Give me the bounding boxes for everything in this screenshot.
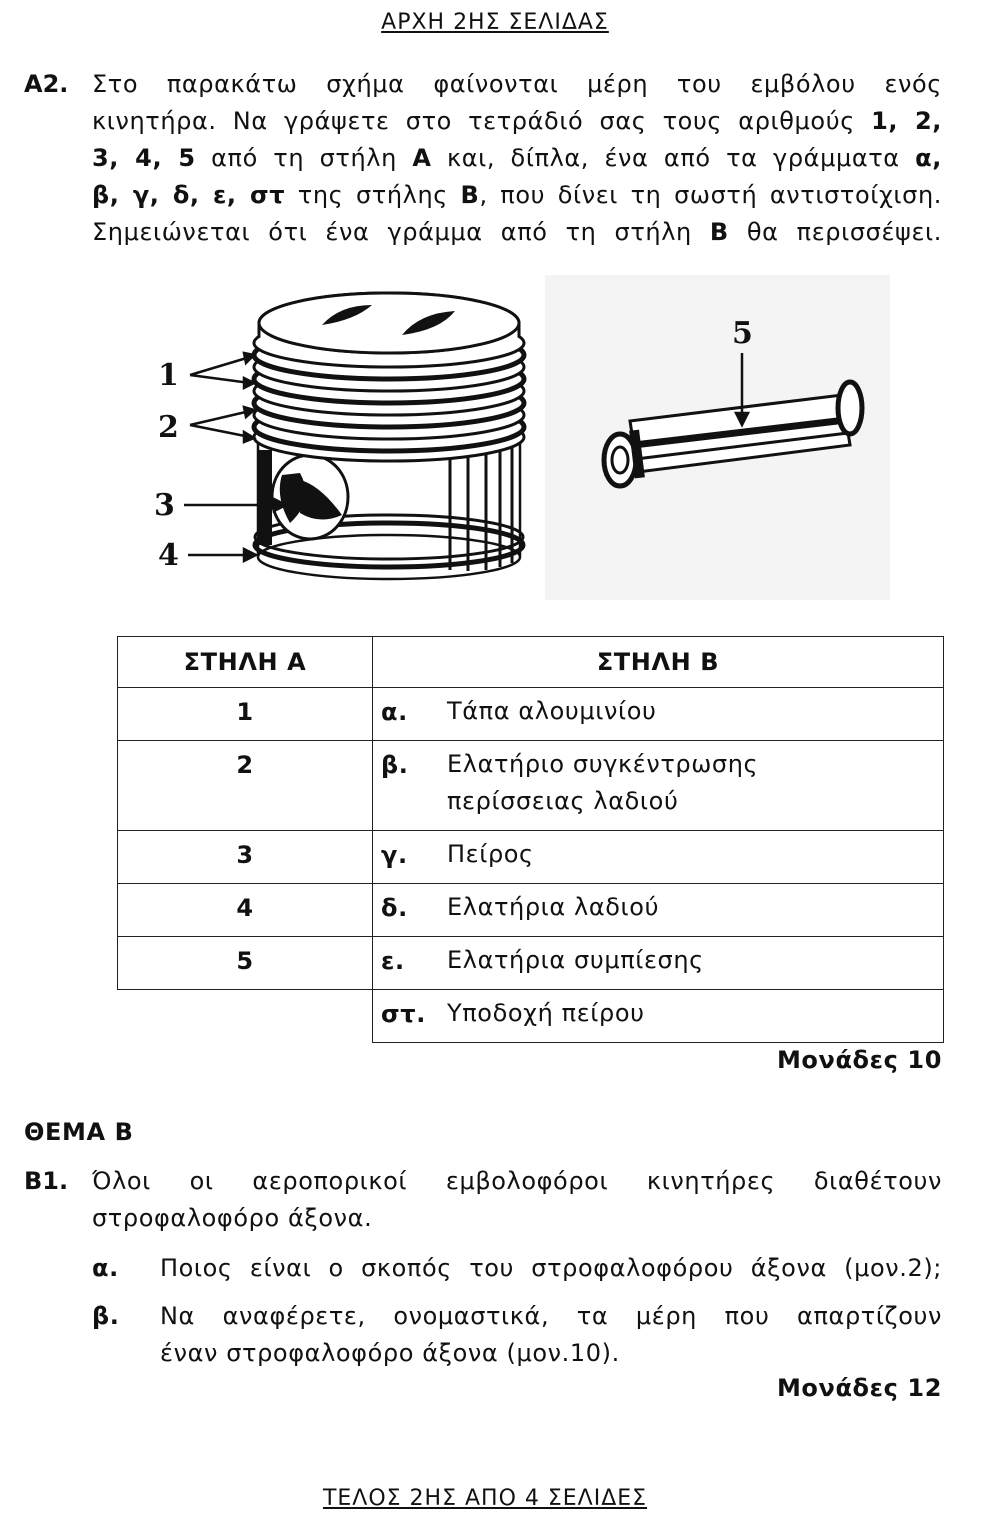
a2-text-run: της στήλης xyxy=(285,181,461,209)
page-header: ΑΡΧΗ 2ΗΣ ΣΕΛΙΔΑΣ xyxy=(381,10,609,35)
section-title-theme-b: ΘΕΜΑ Β xyxy=(24,1118,134,1146)
subquestion-text: Ποιος είναι ο σκοπός του στροφαλοφόρου άξονα (μον.2); xyxy=(160,1254,942,1282)
column-a-header: ΣΤΗΛΗ Α xyxy=(118,637,373,688)
figure-label-2: 2 xyxy=(158,410,179,445)
option-letter: ε. xyxy=(381,947,405,975)
option-letter: δ. xyxy=(381,894,408,922)
question-b1-text xyxy=(92,1163,942,1237)
table-header-row xyxy=(118,637,944,688)
table-row xyxy=(118,831,944,884)
a2-bold-run: Α xyxy=(412,144,432,172)
column-b-cell xyxy=(373,990,944,1043)
a2-bold-run: 3, 4, 5 xyxy=(92,144,196,172)
table-row xyxy=(118,884,944,937)
b1-line-2: στροφαλοφόρο άξονα. xyxy=(92,1204,373,1232)
subquestion-letter: β. xyxy=(92,1302,120,1330)
column-a-cell: 5 xyxy=(118,937,373,990)
option-letter: α. xyxy=(381,698,408,726)
a2-text-run: Στο παρακάτω σχήμα φαίνονται μέρη του εμβόλου ενός xyxy=(92,70,942,98)
figure-label-5: 5 xyxy=(732,316,753,351)
question-a2-text xyxy=(92,66,942,251)
table-row xyxy=(118,688,944,741)
option-letter: στ. xyxy=(381,1000,426,1028)
a2-line-5 xyxy=(92,214,942,251)
b1-subquestion-a xyxy=(92,1250,942,1287)
a2-line-1 xyxy=(92,66,942,103)
subquestion-letter: α. xyxy=(92,1254,119,1282)
a2-text-run: κινητήρα. Να γράψετε στο τετράδιό σας τους αριθμούς xyxy=(92,107,872,135)
column-a-cell: 1 xyxy=(118,688,373,741)
subquestion-text-line-2: έναν στροφαλοφόρο άξονα (μον.10). xyxy=(160,1339,620,1367)
figure-label-1: 1 xyxy=(158,358,179,393)
a2-line-2 xyxy=(92,103,942,140)
option-text: Πείρος xyxy=(447,840,534,868)
option-text: Ελατήριο συγκέντρωσης περίσσειας λαδιού xyxy=(447,750,759,815)
column-b-cell xyxy=(373,741,944,831)
option-letter: β. xyxy=(381,751,409,779)
question-number-a2: Α2. xyxy=(24,70,69,98)
a2-bold-run: β, γ, δ, ε, στ xyxy=(92,181,286,209)
a2-text-run: , που δίνει τη σωστή αντιστοίχιση. xyxy=(479,181,942,209)
column-b-cell xyxy=(373,688,944,741)
option-text: Ελατήρια συμπίεσης xyxy=(447,946,704,974)
page-footer: ΤΕΛΟΣ 2ΗΣ ΑΠΟ 4 ΣΕΛΙΔΕΣ xyxy=(322,1486,648,1511)
b1-subquestion-b xyxy=(92,1298,942,1372)
table-row xyxy=(118,990,944,1043)
column-b-cell xyxy=(373,937,944,990)
b1-line-1: Όλοι οι αεροπορικοί εμβολοφόροι κινητήρες διαθέτουν xyxy=(92,1167,942,1195)
a2-bold-run: Β xyxy=(709,218,729,246)
a2-text-run: και, δίπλα, ένα από τα γράμματα xyxy=(431,144,916,172)
column-b-header: ΣΤΗΛΗ Β xyxy=(373,637,944,688)
a2-line-4 xyxy=(92,177,942,214)
column-a-cell: 2 xyxy=(118,741,373,831)
a2-bold-run: 1, 2, xyxy=(871,107,942,135)
subquestion-text-line-1: Να αναφέρετε, ονομαστικά, τα μέρη που απαρτίζουν xyxy=(160,1302,942,1330)
column-a-cell-empty xyxy=(118,990,373,1043)
column-a-cell: 3 xyxy=(118,831,373,884)
option-text: Τάπα αλουμινίου xyxy=(447,697,657,725)
a2-text-run: Σημειώνεται ότι ένα γράμμα από τη στήλη xyxy=(92,218,710,246)
piston-figure xyxy=(150,275,895,605)
matching-table xyxy=(117,636,944,1043)
question-number-b1: Β1. xyxy=(24,1167,69,1195)
a2-line-3 xyxy=(92,140,942,177)
figure-label-3: 3 xyxy=(154,488,175,523)
piston-drawing xyxy=(254,293,524,579)
a2-bold-run: Β xyxy=(460,181,480,209)
figure-label-4: 4 xyxy=(158,538,179,573)
column-b-cell xyxy=(373,884,944,937)
units-b1: Μονάδες 12 xyxy=(776,1374,942,1402)
option-text: Ελατήρια λαδιού xyxy=(447,893,660,921)
a2-text-run: θα περισσέψει. xyxy=(728,218,942,246)
units-a2: Μονάδες 10 xyxy=(776,1046,942,1074)
a2-text-run: από τη στήλη xyxy=(195,144,413,172)
table-row xyxy=(118,937,944,990)
column-b-cell xyxy=(373,831,944,884)
option-letter: γ. xyxy=(381,841,408,869)
option-text: Υποδοχή πείρου xyxy=(447,999,645,1027)
table-row xyxy=(118,741,944,831)
a2-bold-run: α, xyxy=(915,144,942,172)
column-a-cell: 4 xyxy=(118,884,373,937)
